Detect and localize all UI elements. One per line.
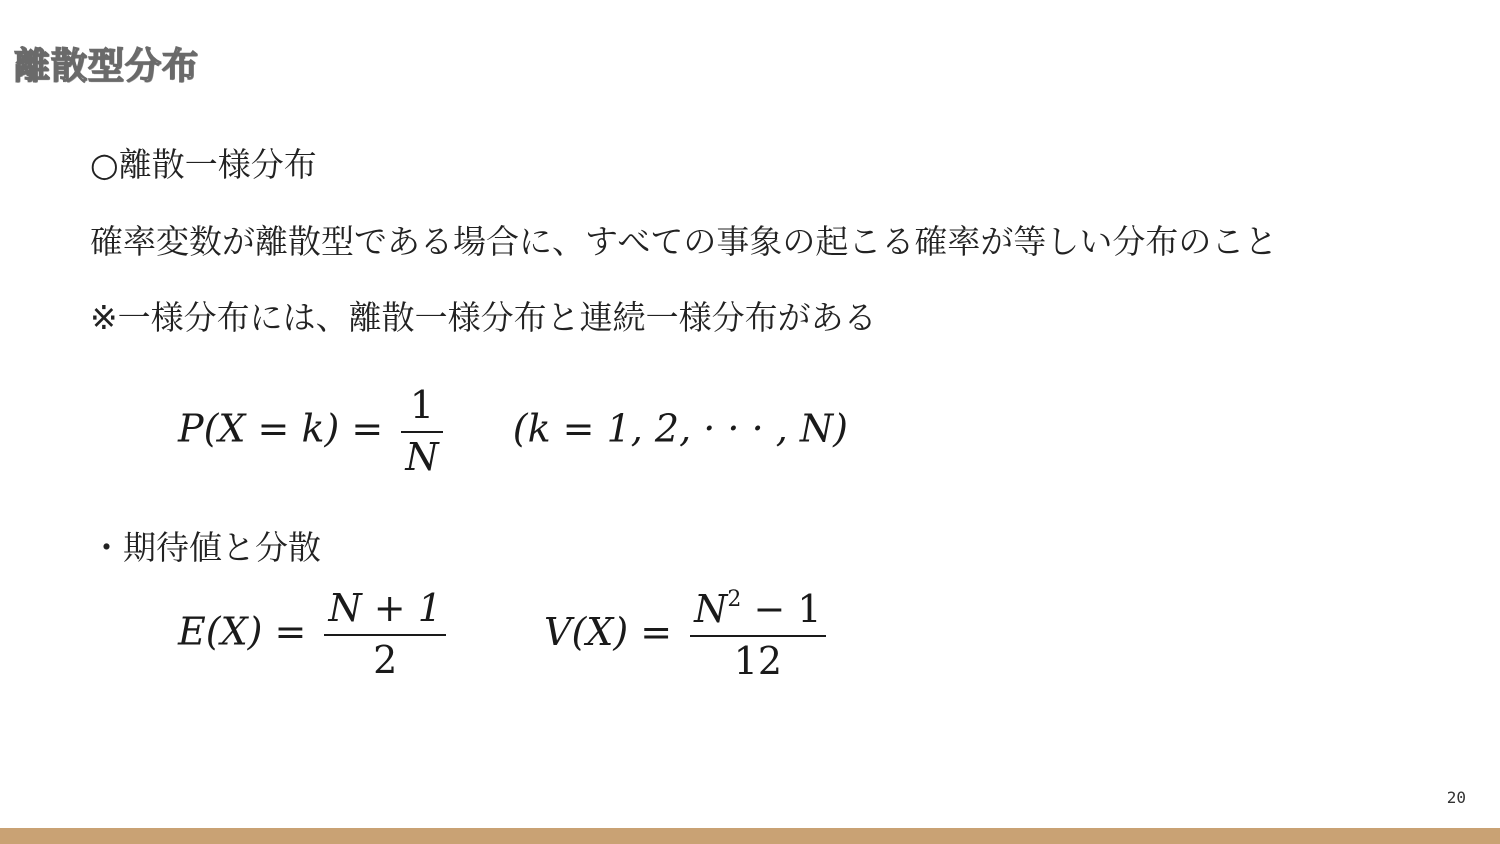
expectation-lhs: E(X) =	[178, 609, 307, 654]
variance-denominator: 12	[690, 635, 825, 683]
slide-title: 離散型分布	[14, 46, 200, 87]
probability-lhs: P(X = k) =	[178, 406, 384, 451]
variance-numerator-base: N	[694, 587, 728, 631]
variance-lhs: V(X) =	[544, 609, 673, 654]
footer-bar	[0, 828, 1500, 844]
expectation-numerator: N + 1	[328, 586, 442, 630]
variance-formula	[544, 588, 832, 683]
probability-numerator: 1	[409, 383, 435, 427]
subsection-heading: ・期待値と分散	[90, 528, 321, 567]
probability-condition: (k = 1, 2, · · · , N)	[512, 406, 848, 451]
probability-fraction	[401, 385, 442, 479]
variance-numerator-exponent: 2	[727, 587, 742, 612]
page-number: 20	[1446, 788, 1466, 807]
variance-fraction	[690, 588, 825, 683]
note-text: ※一様分布には、離散一様分布と連続一様分布がある	[90, 298, 877, 337]
expectation-fraction	[324, 588, 445, 682]
expectation-formula	[178, 588, 452, 682]
variance-numerator	[690, 588, 825, 635]
probability-formula	[178, 385, 848, 479]
probability-denominator: N	[401, 431, 442, 479]
expectation-denominator: 2	[324, 634, 445, 682]
section-heading: ○離散一様分布	[90, 145, 317, 184]
definition-text: 確率変数が離散型である場合に、すべての事象の起こる確率が等しい分布のこと	[90, 222, 1278, 261]
variance-numerator-rest: − 1	[741, 587, 822, 631]
